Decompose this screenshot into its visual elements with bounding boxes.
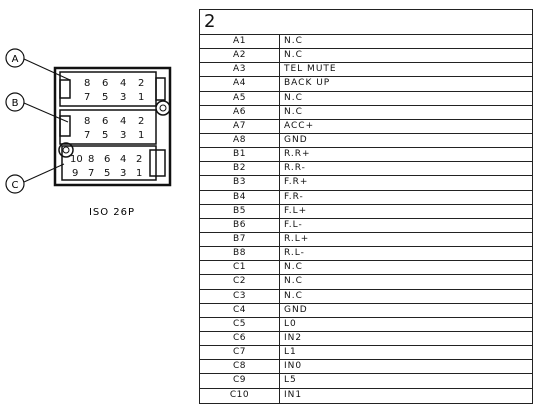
pin-id-cell: B8 [200,247,280,260]
pin-id-cell: C10 [200,389,280,403]
block-a-pin: 4 [120,78,127,89]
table-row [200,290,532,304]
pin-function-cell: N.C [284,50,303,61]
pin-id-cell: C5 [200,318,280,331]
connector-diagram [0,0,200,410]
pin-function-cell: IN2 [284,332,303,343]
pin-function-cell: ACC+ [284,120,315,131]
block-c-pins [70,154,142,179]
pin-function-cell: R.R- [284,163,306,174]
pin-id-cell: B2 [200,162,280,175]
pin-id-cell: A1 [200,35,280,48]
pin-function-cell: R.L- [284,248,305,259]
pin-function-cell: F.L- [284,219,303,230]
block-a-pin: 1 [138,92,145,103]
block-a-pins [84,78,144,103]
pin-function-cell: GND [284,134,308,145]
table-row [200,275,532,289]
table-row [200,92,532,106]
table-row [200,389,532,403]
pin-id-cell: C9 [200,374,280,387]
block-a-pin: 7 [84,92,91,103]
table-row [200,63,532,77]
block-b-pin: 7 [84,130,91,141]
block-a-pin: 2 [138,78,145,89]
block-c-pin: 2 [136,154,143,165]
block-c-pin: 6 [104,154,111,165]
block-b-pin: 2 [138,116,145,127]
pin-id-cell: C2 [200,275,280,288]
table-row [200,77,532,91]
pin-function-cell: R.R+ [284,149,311,160]
table-row [200,304,532,318]
pin-function-cell: N.C [284,106,303,117]
table-row [200,332,532,346]
block-a-pin: 6 [102,78,109,89]
pin-function-cell: F.L+ [284,205,308,216]
table-row [200,176,532,190]
block-b-pin: 5 [102,130,109,141]
table-title: 2 [200,10,532,35]
pin-function-cell: F.R+ [284,177,309,188]
pin-function-cell: N.C [284,290,303,301]
callout-b-label: B [11,98,19,109]
block-c-pin: 10 [70,154,83,165]
table-row [200,219,532,233]
connector-caption: ISO 26P [88,207,136,218]
pin-function-cell: N.C [284,262,303,273]
pin-function-cell: R.L+ [284,233,310,244]
pin-id-cell: A6 [200,106,280,119]
pin-id-cell: B3 [200,176,280,189]
pin-id-cell: B1 [200,148,280,161]
pin-function-cell: IN1 [284,389,303,400]
callout-a-leader [24,59,70,80]
block-c-pin: 9 [72,168,79,179]
pin-assignment-table [199,9,533,404]
pin-id-cell: A2 [200,49,280,62]
pin-function-cell: TEL MUTE [284,64,337,75]
block-b-pin: 6 [102,116,109,127]
block-a-pin: 3 [120,92,127,103]
block-c-tab [150,150,165,176]
table-row [200,191,532,205]
pin-id-cell: B6 [200,219,280,232]
block-c-pin: 5 [104,168,111,179]
pin-function-cell: N.C [284,36,303,46]
table-row [200,162,532,176]
block-c-pin: 3 [120,168,127,179]
pin-id-cell: A3 [200,63,280,76]
screw-hole-left-inner [63,147,69,153]
pin-id-cell: C1 [200,261,280,274]
table-row [200,120,532,134]
table-row [200,148,532,162]
block-c-pin: 4 [120,154,127,165]
block-c-pin: 8 [88,154,95,165]
callout-c-leader [24,164,64,182]
pin-id-cell: C3 [200,290,280,303]
pin-function-cell: GND [284,304,308,315]
screw-hole-right [156,101,170,115]
table-row [200,106,532,120]
pin-id-cell: C6 [200,332,280,345]
pin-function-cell: F.R- [284,191,304,202]
pin-function-cell: L0 [284,318,297,329]
pin-function-cell: IN0 [284,361,303,372]
table-row [200,49,532,63]
block-a-pin: 5 [102,92,109,103]
pin-function-cell: N.C [284,276,303,287]
table-row [200,35,532,49]
pin-id-cell: C8 [200,360,280,373]
table-row [200,247,532,261]
screw-hole-right-inner [160,105,166,111]
pin-id-cell: A7 [200,120,280,133]
pin-id-cell: B4 [200,191,280,204]
callout-a-label: A [11,54,19,65]
pin-function-cell: L5 [284,375,297,386]
table-row [200,346,532,360]
pin-id-cell: A5 [200,92,280,105]
pin-id-cell: B7 [200,233,280,246]
pin-id-cell: A8 [200,134,280,147]
table-row [200,360,532,374]
pin-function-cell: BACK UP [284,78,331,89]
table-row [200,374,532,388]
pin-id-cell: C4 [200,304,280,317]
block-b-pin: 3 [120,130,127,141]
table-row [200,134,532,148]
table-row [200,261,532,275]
pin-id-cell: C7 [200,346,280,359]
pin-function-cell: N.C [284,92,303,103]
block-b-pin: 1 [138,130,145,141]
pin-id-cell: B5 [200,205,280,218]
table-rows [200,35,532,403]
block-a-pin: 8 [84,78,91,89]
table-row [200,318,532,332]
table-row [200,205,532,219]
block-b-pins [84,116,144,141]
block-b-pin: 4 [120,116,127,127]
block-a-tab [156,78,165,100]
callout-c-label: C [11,180,19,191]
pin-id-cell: A4 [200,77,280,90]
table-row [200,233,532,247]
pin-function-cell: L1 [284,347,297,358]
block-c-pin: 1 [136,168,143,179]
block-c-pin: 7 [88,168,95,179]
block-a-key [60,80,70,98]
block-b-pin: 8 [84,116,91,127]
